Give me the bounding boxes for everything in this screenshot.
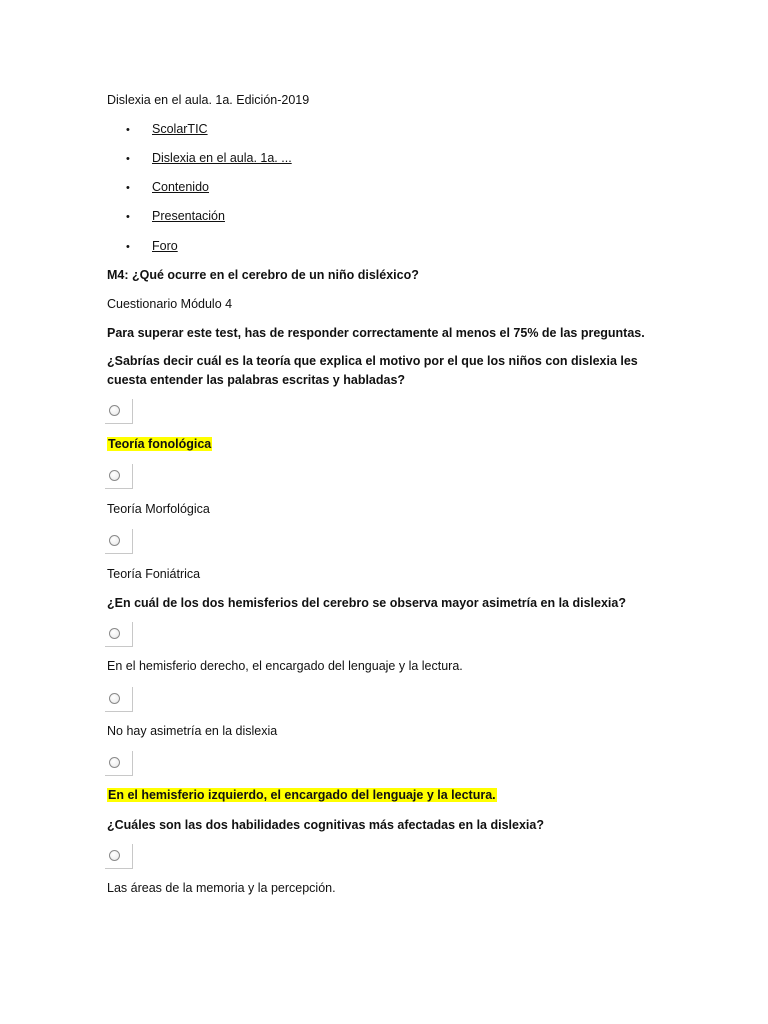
answer-label: Teoría Morfológica bbox=[107, 502, 210, 516]
answer-option bbox=[107, 436, 212, 452]
answer-radio[interactable] bbox=[105, 529, 133, 554]
question-text: ¿Cuáles son las dos habilidades cognitivas más afectadas en la dislexia? bbox=[107, 818, 544, 832]
question-text: ¿En cuál de los dos hemisferios del cerebro se observa mayor asimetría en la dislexia? bbox=[107, 596, 626, 610]
answer-option bbox=[107, 787, 497, 803]
answer-label-highlighted: Teoría fonológica bbox=[108, 437, 212, 451]
breadcrumb-link-foro[interactable]: Foro bbox=[152, 239, 178, 253]
breadcrumb-link-presentacion[interactable]: Presentación bbox=[152, 209, 225, 223]
answer-radio[interactable] bbox=[105, 751, 133, 776]
question-text: ¿Sabrías decir cuál es la teoría que explica el motivo por el que los niños con dislexia les cuesta entender las palabras escritas y habladas? bbox=[107, 354, 638, 387]
radio-circle-icon bbox=[109, 535, 120, 546]
breadcrumb-item bbox=[126, 238, 178, 255]
module-title: M4: ¿Qué ocurre en el cerebro de un niño disléxico? bbox=[107, 268, 419, 282]
breadcrumb-link-course[interactable]: Dislexia en el aula. 1a. ... bbox=[152, 151, 292, 165]
answer-label: No hay asimetría en la dislexia bbox=[107, 724, 278, 738]
bullet-icon: • bbox=[126, 153, 130, 165]
radio-circle-icon bbox=[109, 850, 120, 861]
answer-radio[interactable] bbox=[105, 622, 133, 647]
bullet-icon: • bbox=[126, 211, 130, 223]
breadcrumb-item bbox=[126, 121, 208, 138]
quiz-title: Cuestionario Módulo 4 bbox=[107, 297, 233, 311]
breadcrumb-item bbox=[126, 208, 225, 225]
quiz-instructions: Para superar este test, has de responder correctamente al menos el 75% de las preguntas. bbox=[107, 326, 645, 340]
radio-circle-icon bbox=[109, 628, 120, 639]
radio-circle-icon bbox=[109, 693, 120, 704]
answer-radio[interactable] bbox=[105, 844, 133, 869]
breadcrumb-item bbox=[126, 179, 209, 196]
breadcrumb-item bbox=[126, 150, 292, 167]
breadcrumb-link-scolartic[interactable]: ScolarTIC bbox=[152, 122, 208, 136]
answer-label: En el hemisferio derecho, el encargado del lenguaje y la lectura. bbox=[107, 659, 463, 673]
bullet-icon: • bbox=[126, 124, 130, 136]
answer-label: Teoría Foniátrica bbox=[107, 567, 201, 581]
radio-circle-icon bbox=[109, 470, 120, 481]
answer-label-highlighted: En el hemisferio izquierdo, el encargado del lenguaje y la lectura. bbox=[108, 788, 496, 802]
answer-radio[interactable] bbox=[105, 687, 133, 712]
answer-radio[interactable] bbox=[105, 464, 133, 489]
radio-circle-icon bbox=[109, 405, 120, 416]
radio-circle-icon bbox=[109, 757, 120, 768]
answer-radio[interactable] bbox=[105, 399, 133, 424]
bullet-icon: • bbox=[126, 241, 130, 253]
bullet-icon: • bbox=[126, 182, 130, 194]
answer-label: Las áreas de la memoria y la percepción. bbox=[107, 881, 336, 895]
course-title: Dislexia en el aula. 1a. Edición-2019 bbox=[107, 93, 310, 107]
breadcrumb-link-contenido[interactable]: Contenido bbox=[152, 180, 209, 194]
